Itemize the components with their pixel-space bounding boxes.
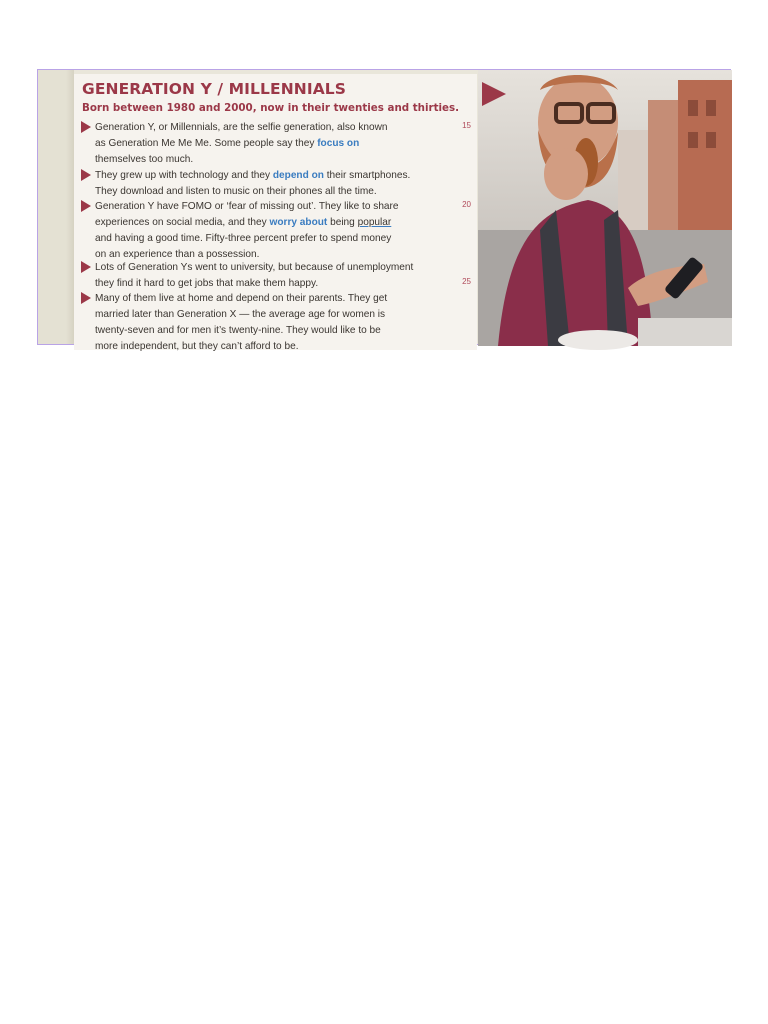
list-item-text (95, 168, 467, 200)
textbook-page (37, 69, 731, 352)
text-line: as Generation Me Me Me. Some people say they focus on (95, 138, 360, 149)
text-line: They download and listen to music on their phones all the time. (95, 186, 377, 197)
text-line: Generation Y have FOMO or ‘fear of missing out’. They like to share (95, 201, 399, 212)
page-margin-shadow (66, 70, 74, 344)
text-line: experiences on social media, and they worry about being popular (95, 217, 392, 228)
text-line: married later than Generation X — the average age for women is (95, 309, 386, 320)
text-line: themselves too much. (95, 154, 194, 165)
text-line: and having a good time. Fifty-three percent prefer to spend money (95, 233, 392, 244)
bullet-arrow-icon (81, 200, 91, 212)
list-item-text (95, 291, 467, 355)
vocabulary-highlight: depend on (272, 170, 324, 181)
text-line: on an experience than a possession. (95, 249, 260, 260)
underlined-word: popular (357, 217, 392, 228)
bullet-arrow-icon (81, 121, 91, 133)
bullet-arrow-icon (81, 169, 91, 181)
photo-illustration (478, 70, 732, 346)
article-subtitle: Born between 1980 and 2000, now in their twenties and thirties. (82, 102, 460, 114)
text-line: twenty-seven and for men it’s twenty-nine. They would like to be (95, 325, 381, 336)
list-item-text (95, 260, 467, 292)
bullet-arrow-icon (81, 261, 91, 273)
vocabulary-highlight: worry about (269, 217, 328, 228)
bullet-arrow-icon (81, 292, 91, 304)
line-number: 20 (462, 200, 471, 209)
vocabulary-highlight: focus on (317, 138, 360, 149)
text-line: they find it hard to get jobs that make them happy. (95, 278, 319, 289)
list-item-text (95, 120, 467, 168)
text-line: Many of them live at home and depend on their parents. They get (95, 293, 388, 304)
line-number: 15 (462, 121, 471, 130)
article-panel (74, 74, 477, 350)
arrow-pointer-icon (482, 82, 506, 106)
list-item-text (95, 199, 467, 263)
text-line: They grew up with technology and they depend on their smartphones. (95, 170, 411, 181)
text-line: Generation Y, or Millennials, are the selfie generation, also known (95, 122, 388, 133)
man-with-phone-photo (478, 70, 732, 346)
line-number: 25 (462, 277, 471, 286)
text-line: more independent, but they can’t afford to be. (95, 341, 299, 352)
article-title: GENERATION Y / MILLENNIALS (82, 80, 347, 98)
text-line: Lots of Generation Ys went to university, but because of unemployment (95, 262, 414, 273)
